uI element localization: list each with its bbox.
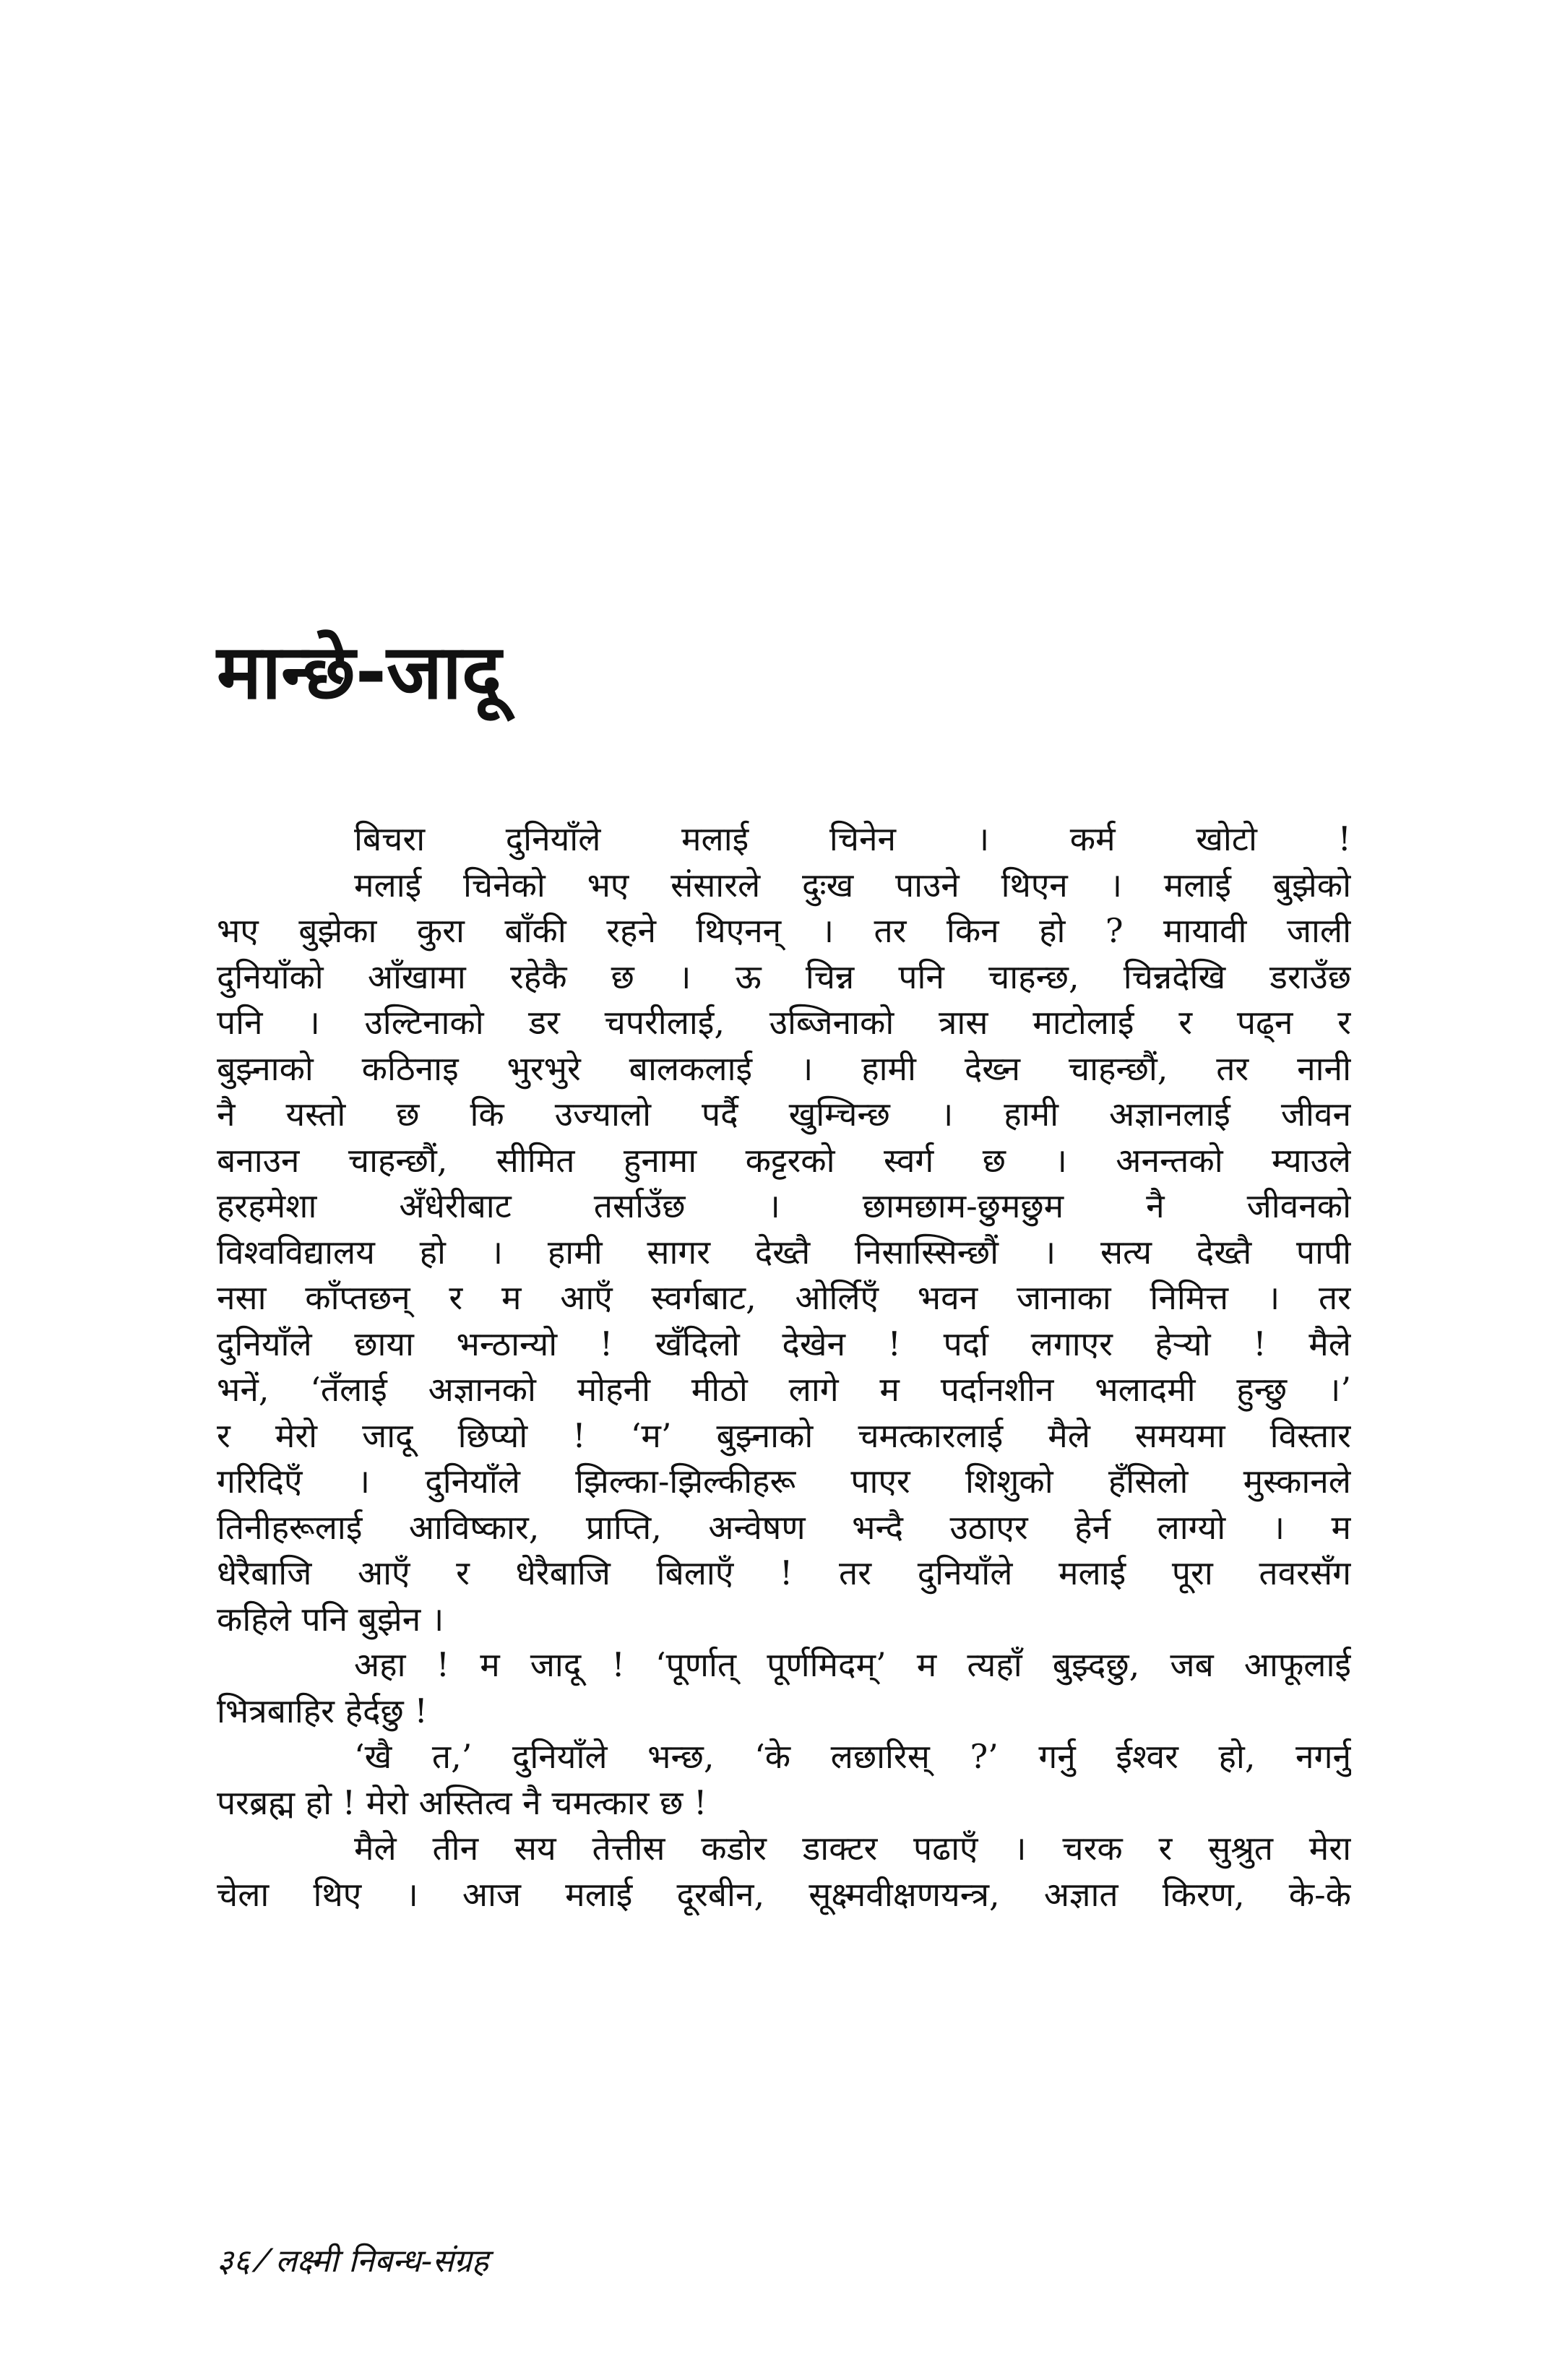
text-line: बुझ्नाको कठिनाइ भुरभुरे बालकलाई । हामी देख्न चाहन्छौं, तर नानी [217,1048,1351,1088]
text-line: दुनियाँले छाया भन्ठान्यो ! खँदिलो देखेन ! पर्दा लगाएर हेऱ्यो ! मैले [217,1324,1351,1363]
text-line: बनाउन चाहन्छौं, सीमित हुनामा कट्टरको स्वर्ग छ । अनन्तको म्याउले [217,1140,1351,1180]
text-line: भए बुझेका कुरा बाँकी रहने थिएनन् । तर किन हो ? मायावी जाली [217,911,1351,950]
text-line: चेला थिए । आज मलाई दूरबीन, सूक्ष्मवीक्षणयन्त्र, अज्ञात किरण, के-के [217,1874,1351,1914]
text-line: गरिदिएँ । दुनियाँले झिल्का-झिल्कीहरू पाएर शिशुको हँसिलो मुस्कानले [217,1462,1351,1501]
text-line: नै यस्तो छ कि उज्यालो पर्दै खुम्चिन्छ । हामी अज्ञानलाई जीवन [217,1095,1351,1134]
text-line: भनें, ‘तँलाई अज्ञानको मोहनी मीठो लागे म पर्दानशीन भलादमी हुन्छु ।’ [217,1370,1351,1409]
chapter-title: मान्छे-जादू [217,628,502,716]
text-line: मैले तीन सय तेत्तीस कडोर डाक्टर पढाएँ । चरक र सुश्रुत मेरा [354,1829,1351,1868]
text-line: परब्रह्म हो ! मेरो अस्तित्व नै चमत्कार छ ! [217,1782,707,1822]
text-line: भित्रबाहिर हेर्दछु ! [217,1691,428,1730]
text-line: दुनियाँको आँखामा रहेकै छ । ऊ चिन्न पनि चाहन्छ, चिन्नदेखि डराउँछ [217,957,1351,996]
text-line: ‘खै त,’ दुनियाँले भन्छ, ‘के लछारिस् ?’ गर्नु ईश्वर हो, नगर्नु [354,1737,1351,1776]
essay-body [217,816,1351,1918]
text-line: र मेरो जादू छिप्यो ! ‘म’ बुझ्नाको चमत्कारलाई मैले समयमा विस्तार [217,1415,1351,1455]
text-line: तिनीहरूलाई आविष्कार, प्राप्ति, अन्वेषण भन्दै उठाएर हेर्न लाग्यो । म [217,1507,1351,1547]
text-line: अहा ! म जादू ! ‘पूर्णात् पूर्णमिदम्’ म त्यहाँ बुझ्दछु, जब आफूलाई [354,1645,1351,1684]
text-line: नसा काँप्तछन् र म आएँ स्वर्गबाट, ओर्लिएँ भवन जानाका निमित्त । तर [217,1278,1351,1317]
text-line: मलाई चिनेको भए संसारले दुःख पाउने थिएन । मलाई बुझेको [354,865,1351,905]
text-line: हरहमेशा अँधेरीबाट तर्साउँछ । छामछाम-छुमछुम नै जीवनको [217,1186,1351,1225]
text-line: बिचरा दुनियाँले मलाई चिनेन । कर्म खोटो ! [354,819,1351,858]
text-line: पनि । उल्टिनाको डर चपरीलाई, उब्जिनाको त्रास माटोलाई र पढ्न र [217,1003,1351,1042]
text-line: धेरैबाजि आएँ र धेरैबाजि बिलाएँ ! तर दुनियाँले मलाई पूरा तवरसँग [217,1553,1351,1592]
page-footer: ३६ ⁄ लक्ष्मी निबन्ध-संग्रह [217,2243,489,2280]
text-line: कहिले पनि बुझेन । [217,1599,444,1639]
text-line: विश्वविद्यालय हो । हामी सागर देख्तै निसास्सिन्छौं । सत्य देख्तै पापी [217,1232,1351,1272]
